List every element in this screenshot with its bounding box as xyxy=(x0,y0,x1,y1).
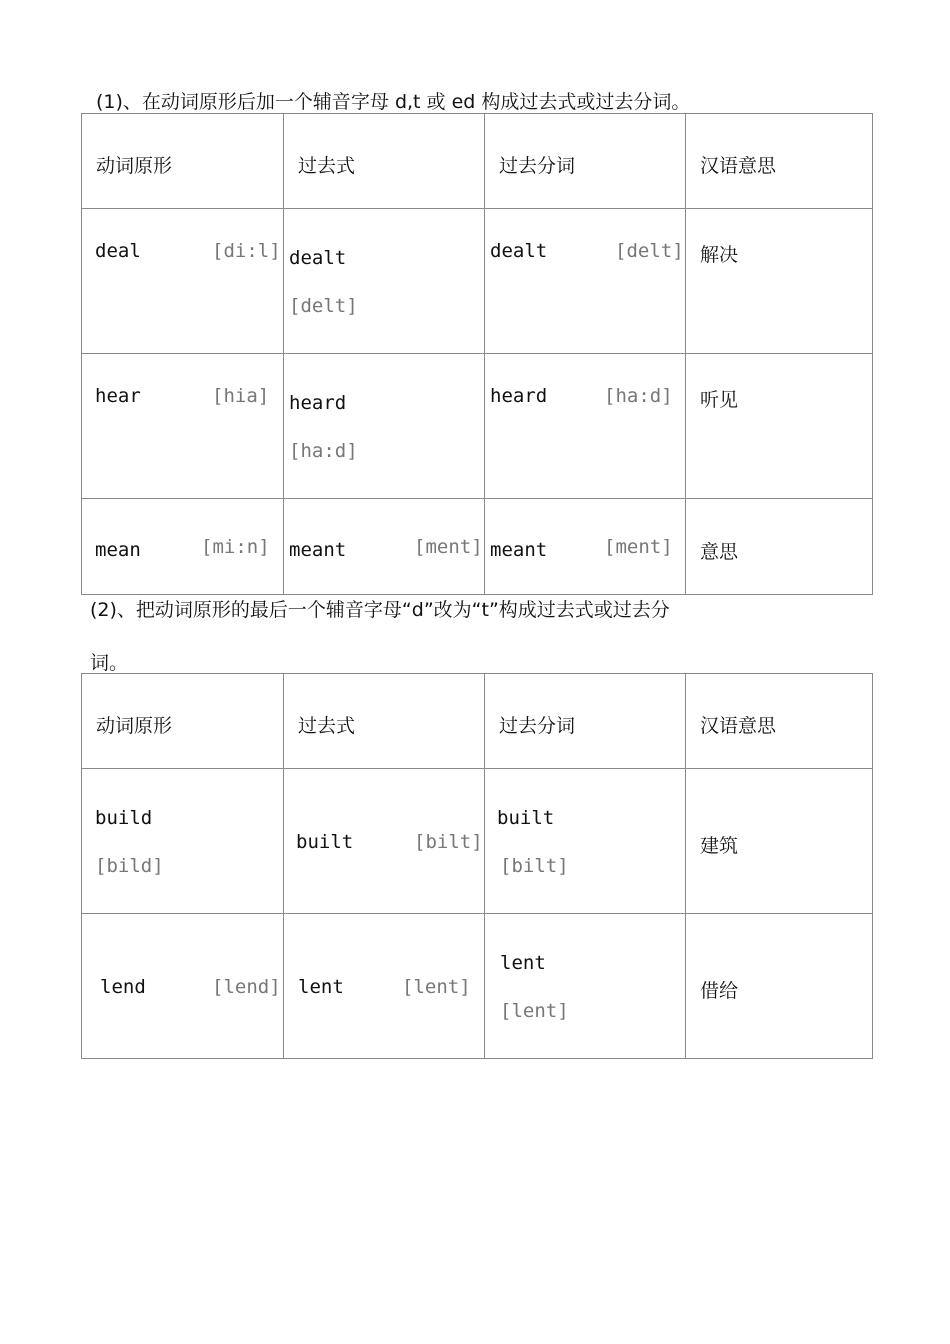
header-cell-base xyxy=(82,674,284,769)
header-base-form: 动词原形 xyxy=(96,155,173,177)
phonetic: [bild] xyxy=(95,855,164,877)
table-section2 xyxy=(81,673,873,1059)
section1-heading: (1)、在动词原形后加一个辅音字母 d,t 或 ed 构成过去式或过去分词。 xyxy=(96,91,691,113)
verb-word: heard xyxy=(490,385,548,407)
phonetic: [delt] xyxy=(615,240,684,262)
header-past-tense: 过去式 xyxy=(298,715,356,737)
phonetic: [lent] xyxy=(402,976,471,998)
table-row xyxy=(82,914,873,1059)
table-row xyxy=(82,354,873,499)
header-cell-base xyxy=(82,114,284,209)
verb-word: built xyxy=(497,807,555,829)
phonetic: [lend] xyxy=(212,976,281,998)
section2-heading-line2: 词。 xyxy=(90,652,129,674)
phonetic: [bilt] xyxy=(500,855,569,877)
meaning-text: 建筑 xyxy=(700,835,739,857)
table-row xyxy=(82,499,873,595)
meaning-text: 听见 xyxy=(700,389,739,411)
table-row xyxy=(82,769,873,914)
header-past-participle: 过去分词 xyxy=(499,155,576,177)
phonetic: [di:l] xyxy=(212,240,281,262)
verb-word: lend xyxy=(100,976,146,998)
cell-past-participle xyxy=(485,209,686,354)
cell-past-tense xyxy=(284,209,485,354)
header-cell-pp xyxy=(485,114,686,209)
table-header-row xyxy=(82,114,873,209)
header-base-form: 动词原形 xyxy=(96,715,173,737)
verb-word: deal xyxy=(95,240,141,262)
phonetic: [mi:n] xyxy=(201,536,270,558)
phonetic: [hia] xyxy=(212,385,270,407)
phonetic: [bilt] xyxy=(414,831,483,853)
cell-base-form xyxy=(82,354,284,499)
table-row xyxy=(82,209,873,354)
cell-base-form xyxy=(82,499,284,595)
table-header-row xyxy=(82,674,873,769)
cell-meaning xyxy=(686,354,873,499)
verb-word: dealt xyxy=(490,240,548,262)
cell-base-form xyxy=(82,209,284,354)
phonetic: [delt] xyxy=(289,295,358,317)
header-chinese-meaning: 汉语意思 xyxy=(700,155,777,177)
phonetic: [ment] xyxy=(414,536,483,558)
verb-word: dealt xyxy=(289,247,347,269)
verb-word: hear xyxy=(95,385,141,407)
header-cell-past xyxy=(284,114,485,209)
header-cell-pp xyxy=(485,674,686,769)
verb-word: lent xyxy=(298,976,344,998)
verb-word: built xyxy=(296,831,354,853)
cell-past-tense xyxy=(284,769,485,914)
cell-meaning xyxy=(686,914,873,1059)
cell-past-tense xyxy=(284,354,485,499)
verb-word: meant xyxy=(490,539,548,561)
phonetic: [ment] xyxy=(604,536,673,558)
cell-past-participle xyxy=(485,769,686,914)
cell-past-tense xyxy=(284,499,485,595)
meaning-text: 借给 xyxy=(700,980,739,1002)
header-cell-meaning xyxy=(686,114,873,209)
phonetic: [ha:d] xyxy=(604,385,673,407)
cell-past-tense xyxy=(284,914,485,1059)
verb-word: lent xyxy=(500,952,546,974)
header-cell-past xyxy=(284,674,485,769)
cell-base-form xyxy=(82,769,284,914)
header-past-tense: 过去式 xyxy=(298,155,356,177)
verb-word: meant xyxy=(289,539,347,561)
section2-heading-line1: (2)、把动词原形的最后一个辅音字母“d”改为“t”构成过去式或过去分 xyxy=(90,599,670,621)
header-chinese-meaning: 汉语意思 xyxy=(700,715,777,737)
header-past-participle: 过去分词 xyxy=(499,715,576,737)
table-section1 xyxy=(81,113,873,595)
verb-word: build xyxy=(95,807,153,829)
verb-word: mean xyxy=(95,539,141,561)
cell-past-participle xyxy=(485,914,686,1059)
phonetic: [lent] xyxy=(500,1000,569,1022)
verb-word: heard xyxy=(289,392,347,414)
cell-meaning xyxy=(686,769,873,914)
cell-meaning xyxy=(686,499,873,595)
phonetic: [ha:d] xyxy=(289,440,358,462)
cell-past-participle xyxy=(485,499,686,595)
cell-past-participle xyxy=(485,354,686,499)
meaning-text: 解决 xyxy=(700,244,739,266)
header-cell-meaning xyxy=(686,674,873,769)
meaning-text: 意思 xyxy=(700,541,739,563)
cell-meaning xyxy=(686,209,873,354)
cell-base-form xyxy=(82,914,284,1059)
